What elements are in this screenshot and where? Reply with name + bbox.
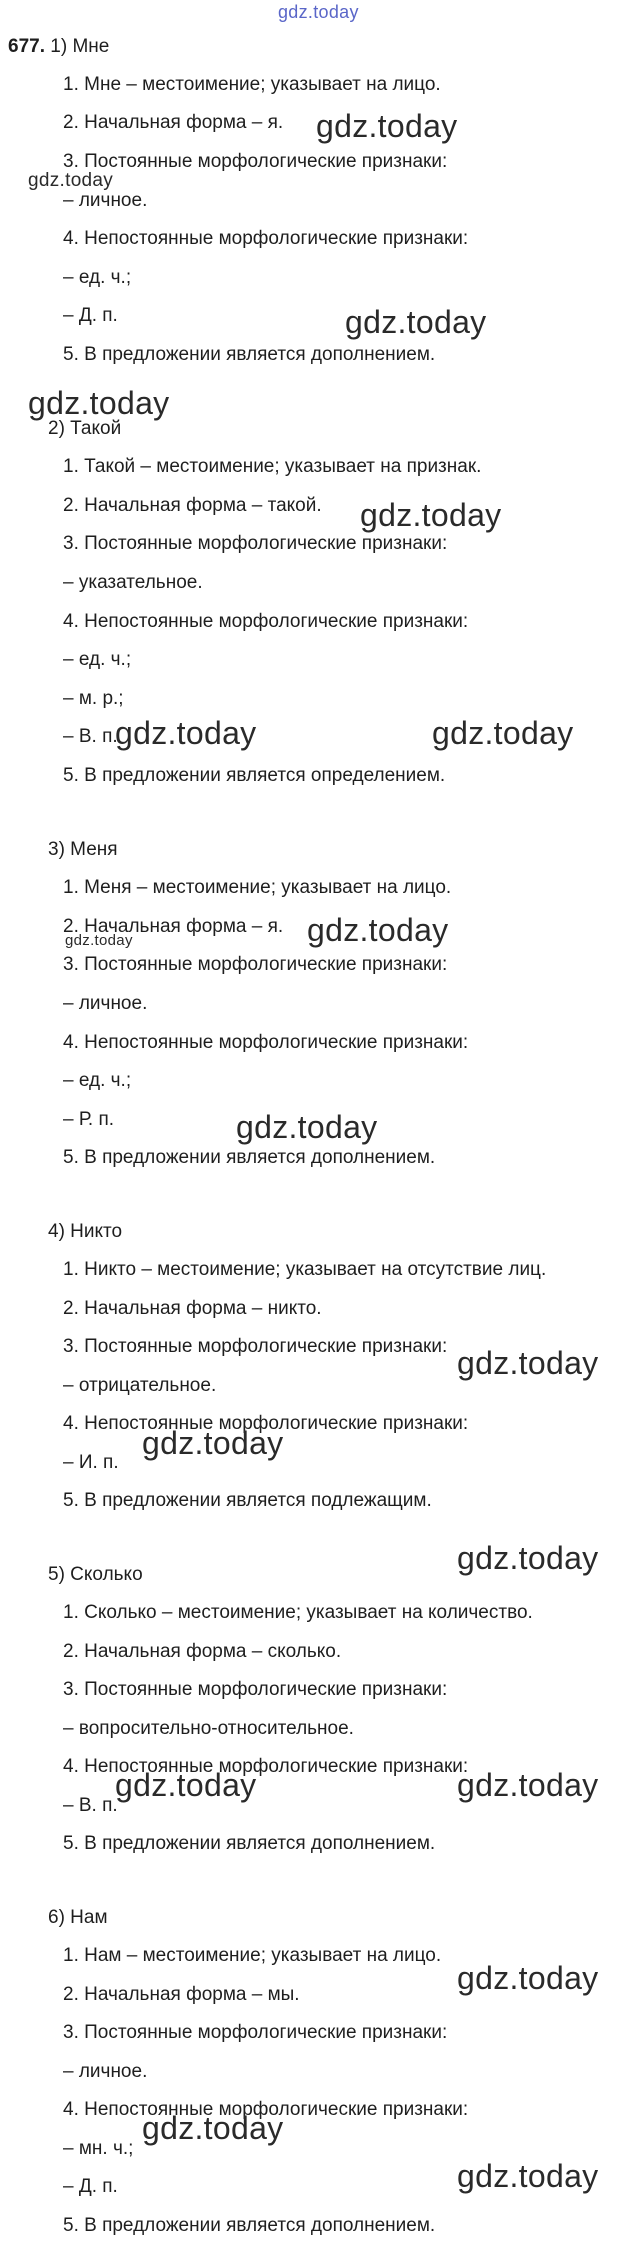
watermark-logo: gdz.today: [457, 1345, 599, 1381]
list-item: 4. Непостоянные морфологические признаки:: [63, 1413, 469, 1434]
list-item: 4. Непостоянные морфологические признаки:: [63, 1756, 469, 1777]
exercise-heading: [8, 36, 109, 58]
list-item: – личное.: [63, 993, 148, 1014]
watermark-logo: gdz.today: [115, 1767, 257, 1803]
list-item: – В. п.: [63, 726, 118, 747]
exercise-number: 677.: [8, 36, 45, 57]
list-item: 3. Постоянные морфологические признаки:: [63, 2022, 448, 2043]
list-item: 5. В предложении является определением.: [63, 765, 446, 786]
list-item: – И. п.: [63, 1452, 119, 1473]
list-item: 1. Сколько – местоимение; указывает на количество.: [63, 1602, 533, 1623]
list-item: 3. Постоянные морфологические признаки:: [63, 151, 448, 172]
watermark-logo: gdz.today: [316, 108, 458, 144]
list-item: 3. Постоянные морфологические признаки:: [63, 954, 448, 975]
section-title: 5) Сколько: [48, 1564, 143, 1585]
watermark-logo: gdz.today: [457, 2158, 599, 2194]
list-item: – ед. ч.;: [63, 267, 132, 288]
watermark-logo: gdz.today: [457, 1960, 599, 1996]
list-item: 4. Непостоянные морфологические признаки:: [63, 2099, 469, 2120]
list-item: – мн. ч.;: [63, 2138, 134, 2159]
list-item: – ед. ч.;: [63, 1070, 132, 1091]
list-item: – В. п.: [63, 1795, 118, 1816]
list-item: 5. В предложении является дополнением.: [63, 1833, 436, 1854]
watermark-logo: gdz.today: [28, 385, 170, 421]
list-item: 1. Такой – местоимение; указывает на признак.: [63, 456, 482, 477]
list-item: 2. Начальная форма – никто.: [63, 1298, 322, 1319]
list-item: 5. В предложении является дополнением.: [63, 1147, 436, 1168]
section-title: 3) Меня: [48, 839, 118, 860]
list-item: – отрицательное.: [63, 1375, 217, 1396]
list-item: 2. Начальная форма – такой.: [63, 495, 322, 516]
list-item: – Р. п.: [63, 1109, 115, 1130]
list-item: – личное.: [63, 2061, 148, 2082]
watermark-logo: gdz.today: [65, 932, 133, 949]
list-item: – Д. п.: [63, 305, 118, 326]
list-item: 4. Непостоянные морфологические признаки:: [63, 611, 469, 632]
watermark-logo: gdz.today: [142, 2110, 284, 2146]
list-item: 2. Начальная форма – я.: [63, 112, 284, 133]
list-item: 2. Начальная форма – мы.: [63, 1984, 300, 2005]
list-item: – Д. п.: [63, 2176, 118, 2197]
watermark-logo: gdz.today: [307, 912, 449, 948]
list-item: – м. р.;: [63, 688, 124, 709]
list-item: 4. Непостоянные морфологические признаки:: [63, 228, 469, 249]
watermark-logo: gdz.today: [142, 1425, 284, 1461]
list-item: 1. Меня – местоимение; указывает на лицо.: [63, 877, 452, 898]
list-item: – личное.: [63, 190, 148, 211]
list-item: 1. Никто – местоимение; указывает на отсутствие лиц.: [63, 1259, 547, 1280]
list-item: 3. Постоянные морфологические признаки:: [63, 1679, 448, 1700]
list-item: 3. Постоянные морфологические признаки:: [63, 533, 448, 554]
watermark-logo: gdz.today: [360, 497, 502, 533]
list-item: – ед. ч.;: [63, 649, 132, 670]
list-item: 4. Непостоянные морфологические признаки:: [63, 1032, 469, 1053]
section-title: 6) Нам: [48, 1907, 108, 1928]
list-item: 5. В предложении является дополнением.: [63, 344, 436, 365]
list-item: 5. В предложении является подлежащим.: [63, 1490, 432, 1511]
watermark-logo: gdz.today: [345, 304, 487, 340]
list-item: – указательное.: [63, 572, 203, 593]
watermark-logo: gdz.today: [457, 1540, 599, 1576]
watermark-logo: gdz.today: [236, 1109, 378, 1145]
list-item: 1. Мне – местоимение; указывает на лицо.: [63, 74, 441, 95]
list-item: 1. Нам – местоимение; указывает на лицо.: [63, 1945, 442, 1966]
section-title: 1) Мне: [50, 36, 110, 57]
section-title: 2) Такой: [48, 418, 122, 439]
watermark-logo: gdz.today: [115, 715, 257, 751]
list-item: 2. Начальная форма – я.: [63, 916, 284, 937]
list-item: 5. В предложении является дополнением.: [63, 2215, 436, 2236]
list-item: 3. Постоянные морфологические признаки:: [63, 1336, 448, 1357]
watermark-logo: gdz.today: [432, 715, 574, 751]
watermark-logo: gdz.today: [28, 170, 114, 191]
watermark-logo: gdz.today: [457, 1767, 599, 1803]
section-title: 4) Никто: [48, 1221, 123, 1242]
list-item: – вопросительно-относительное.: [63, 1718, 354, 1739]
watermark-logo: gdz.today: [278, 2, 359, 22]
list-item: 2. Начальная форма – сколько.: [63, 1641, 342, 1662]
